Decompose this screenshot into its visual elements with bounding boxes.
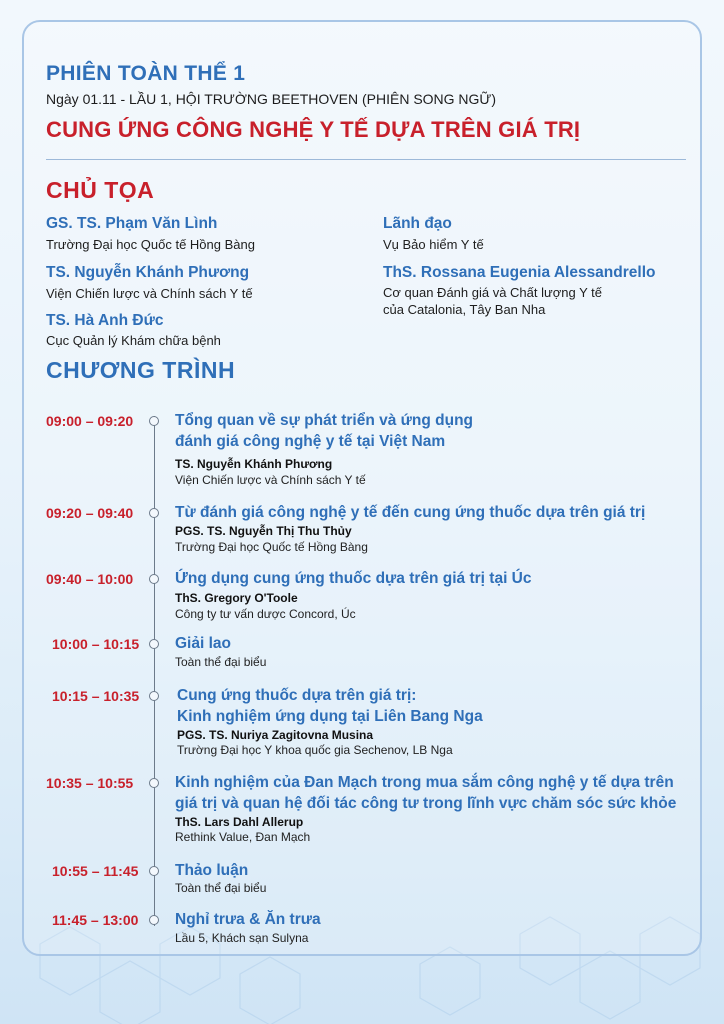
timeline-dot — [149, 508, 159, 518]
timeline-dot — [149, 778, 159, 788]
timeline-dot — [149, 574, 159, 584]
agenda-time: 10:00 – 10:15 — [52, 636, 140, 652]
agenda-title: Tổng quan về sự phát triển và ứng dụng — [175, 412, 474, 429]
timeline-dot — [149, 915, 159, 925]
chair-name: ThS. Rossana Eugenia Alessandrello — [383, 264, 656, 281]
agenda-time: 11:45 – 13:00 — [52, 912, 139, 928]
timeline-dot — [149, 416, 159, 426]
agenda-speaker: TS. Nguyễn Khánh Phương — [175, 457, 333, 471]
agenda-speaker: PGS. TS. Nuriya Zagitovna Musina — [177, 728, 374, 742]
chair-name: GS. TS. Phạm Văn Lình — [46, 215, 218, 232]
agenda-title: Từ đánh giá công nghệ y tế đến cung ứng thuốc dựa trên giá trị — [175, 504, 646, 521]
timeline-dot — [149, 639, 159, 649]
agenda-title: Giải lao — [175, 635, 231, 652]
agenda-time: 09:40 – 10:00 — [46, 571, 134, 587]
timeline-dot — [149, 866, 159, 876]
chairs-heading: CHỦ TỌA — [46, 177, 155, 203]
agenda-title: Cung ứng thuốc dựa trên giá trị: — [177, 687, 417, 704]
agenda-title: Kinh nghiệm của Đan Mạch trong mua sắm công nghệ y tế dựa trên — [175, 774, 674, 791]
agenda-affiliation: Trường Đại học Quốc tế Hồng Bàng — [175, 540, 368, 554]
agenda-speaker: ThS. Gregory O'Toole — [175, 591, 298, 605]
chair-org: Cơ quan Đánh giá và Chất lượng Y tế — [383, 285, 602, 300]
agenda-title: đánh giá công nghệ y tế tại Việt Nam — [175, 433, 446, 450]
program-heading: CHƯƠNG TRÌNH — [46, 357, 236, 383]
agenda-speaker: ThS. Lars Dahl Allerup — [175, 815, 304, 829]
chair-name: TS. Hà Anh Đức — [46, 312, 164, 329]
agenda-title: Ứng dụng cung ứng thuốc dựa trên giá trị tại Úc — [175, 570, 532, 587]
agenda-time: 09:00 – 09:20 — [46, 413, 134, 429]
agenda-time: 10:35 – 10:55 — [46, 775, 134, 791]
agenda-title: giá trị và quan hệ đối tác công tư trong lĩnh vực chăm sóc sức khỏe — [175, 795, 677, 812]
agenda-affiliation: Rethink Value, Đan Mạch — [175, 830, 311, 844]
chair-org: Cục Quản lý Khám chữa bệnh — [46, 333, 221, 348]
chair-name: Lãnh đạo — [383, 215, 452, 232]
session-title: PHIÊN TOÀN THỂ 1 — [46, 62, 246, 85]
session-date: Ngày 01.11 - LẦU 1, HỘI TRƯỜNG BEETHOVEN (PHIÊN SONG NGỮ) — [46, 91, 497, 107]
chair-org: Viện Chiến lược và Chính sách Y tế — [46, 286, 253, 301]
agenda-affiliation: Toàn thể đại biểu — [175, 655, 267, 669]
timeline-line — [154, 416, 155, 926]
agenda-affiliation: Công ty tư vấn dược Concord, Úc — [175, 607, 356, 621]
agenda-affiliation: Toàn thể đại biểu — [175, 881, 267, 895]
agenda-speaker: PGS. TS. Nguyễn Thị Thu Thủy — [175, 524, 352, 538]
agenda-affiliation: Viện Chiến lược và Chính sách Y tế — [175, 473, 366, 487]
chair-org: Trường Đại học Quốc tế Hồng Bàng — [46, 237, 255, 252]
agenda-time: 10:15 – 10:35 — [52, 688, 140, 704]
agenda-title: Kinh nghiệm ứng dụng tại Liên Bang Nga — [177, 708, 483, 725]
agenda-time: 09:20 – 09:40 — [46, 505, 134, 521]
agenda-time: 10:55 – 11:45 — [52, 863, 139, 879]
content-frame — [22, 20, 702, 956]
chair-org: của Catalonia, Tây Ban Nha — [383, 302, 546, 317]
chair-org: Vụ Bảo hiểm Y tế — [383, 237, 484, 252]
session-topic: CUNG ỨNG CÔNG NGHỆ Y TẾ DỰA TRÊN GIÁ TRỊ — [46, 117, 581, 142]
timeline-dot — [149, 691, 159, 701]
agenda-title: Nghỉ trưa & Ăn trưa — [175, 911, 321, 928]
agenda-affiliation: Trường Đại học Y khoa quốc gia Sechenov, LB Nga — [177, 743, 453, 757]
agenda-affiliation: Lầu 5, Khách sạn Sulyna — [175, 931, 309, 945]
divider — [46, 159, 686, 160]
chair-name: TS. Nguyễn Khánh Phương — [46, 264, 250, 281]
agenda-title: Thảo luận — [175, 862, 249, 879]
